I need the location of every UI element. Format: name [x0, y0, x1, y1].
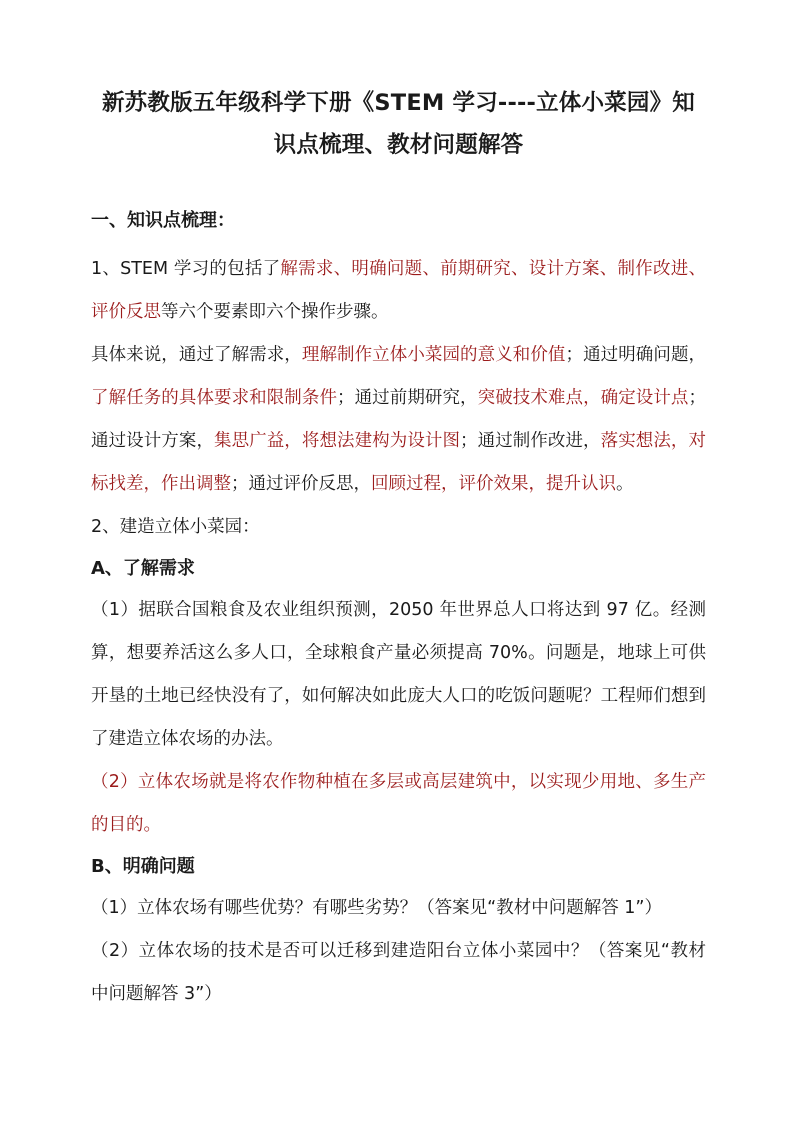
detail-text-3: ；通过前期研究， [337, 388, 478, 408]
point-1-highlight: 解需求、明确问题、前期研究、设计方案、制作改进、评价反思 [91, 259, 706, 322]
detail-text-6: ；通过评价反思， [231, 474, 371, 494]
detail-text-5: ；通过制作改进， [460, 431, 601, 451]
detail-text-2: ；通过明确问题， [565, 345, 707, 365]
sub-heading-b: B、明确问题 [91, 856, 195, 877]
detail-highlight-3: 突破技术难点，确定设计点 [477, 388, 689, 408]
title-line-2: 识点梳理、教材问题解答 [273, 132, 524, 158]
detail-highlight-2: 了解任务的具体要求和限制条件 [91, 388, 338, 408]
detail-highlight-6: 回顾过程，评价效果，提升认识 [371, 474, 616, 494]
title-line-1: 新苏教版五年级科学下册《STEM 学习----立体小菜园》知 [101, 90, 695, 116]
section-heading-knowledge: 一、知识点梳理： [91, 210, 235, 231]
detail-text-1: 具体来说，通过了解需求， [91, 345, 302, 365]
detail-text-4: ；通过设计方案， [91, 388, 707, 451]
point-2-paragraph: 2、建造立体小菜园： [91, 517, 260, 537]
detail-highlight-1: 理解制作立体小菜园的意义和价值 [301, 345, 566, 365]
point-1-prefix: 1、STEM 学习的包括了 [91, 259, 281, 279]
detail-highlight-4: 集思广益，将想法建构为设计图 [214, 431, 461, 451]
section-b-item-2: （2）立体农场的技术是否可以迁移到建造阳台立体小菜园中？（答案见“教材中问题解答 3”） [91, 941, 706, 1004]
document-title [91, 82, 706, 166]
detail-paragraph [91, 334, 706, 506]
point-1-paragraph [91, 248, 706, 334]
section-b-item-1: （1）立体农场有哪些优势？有哪些劣势？（答案见“教材中问题解答 1”） [91, 898, 662, 918]
section-a-item-1: （1）据联合国粮食及农业组织预测，2050 年世界总人口将达到 97 亿。经测算，想要养活这么多人口，全球粮食产量必须提高 70%。问题是，地球上可供开垦的土地已经快没有了，如何解决如此庞大人口的吃饭问题呢？工程师们想到了建造立体农场的办法。 [91, 600, 706, 749]
section-a-item-2: （2）立体农场就是将农作物种植在多层或高层建筑中，以实现少用地、多生产的目的。 [91, 772, 706, 835]
detail-text-7: 。 [616, 474, 634, 494]
sub-heading-a: A、了解需求 [91, 558, 195, 579]
point-1-suffix: 等六个要素即六个操作步骤。 [161, 302, 389, 322]
detail-highlight-5: 落实想法，对标找差，作出调整 [91, 431, 707, 494]
